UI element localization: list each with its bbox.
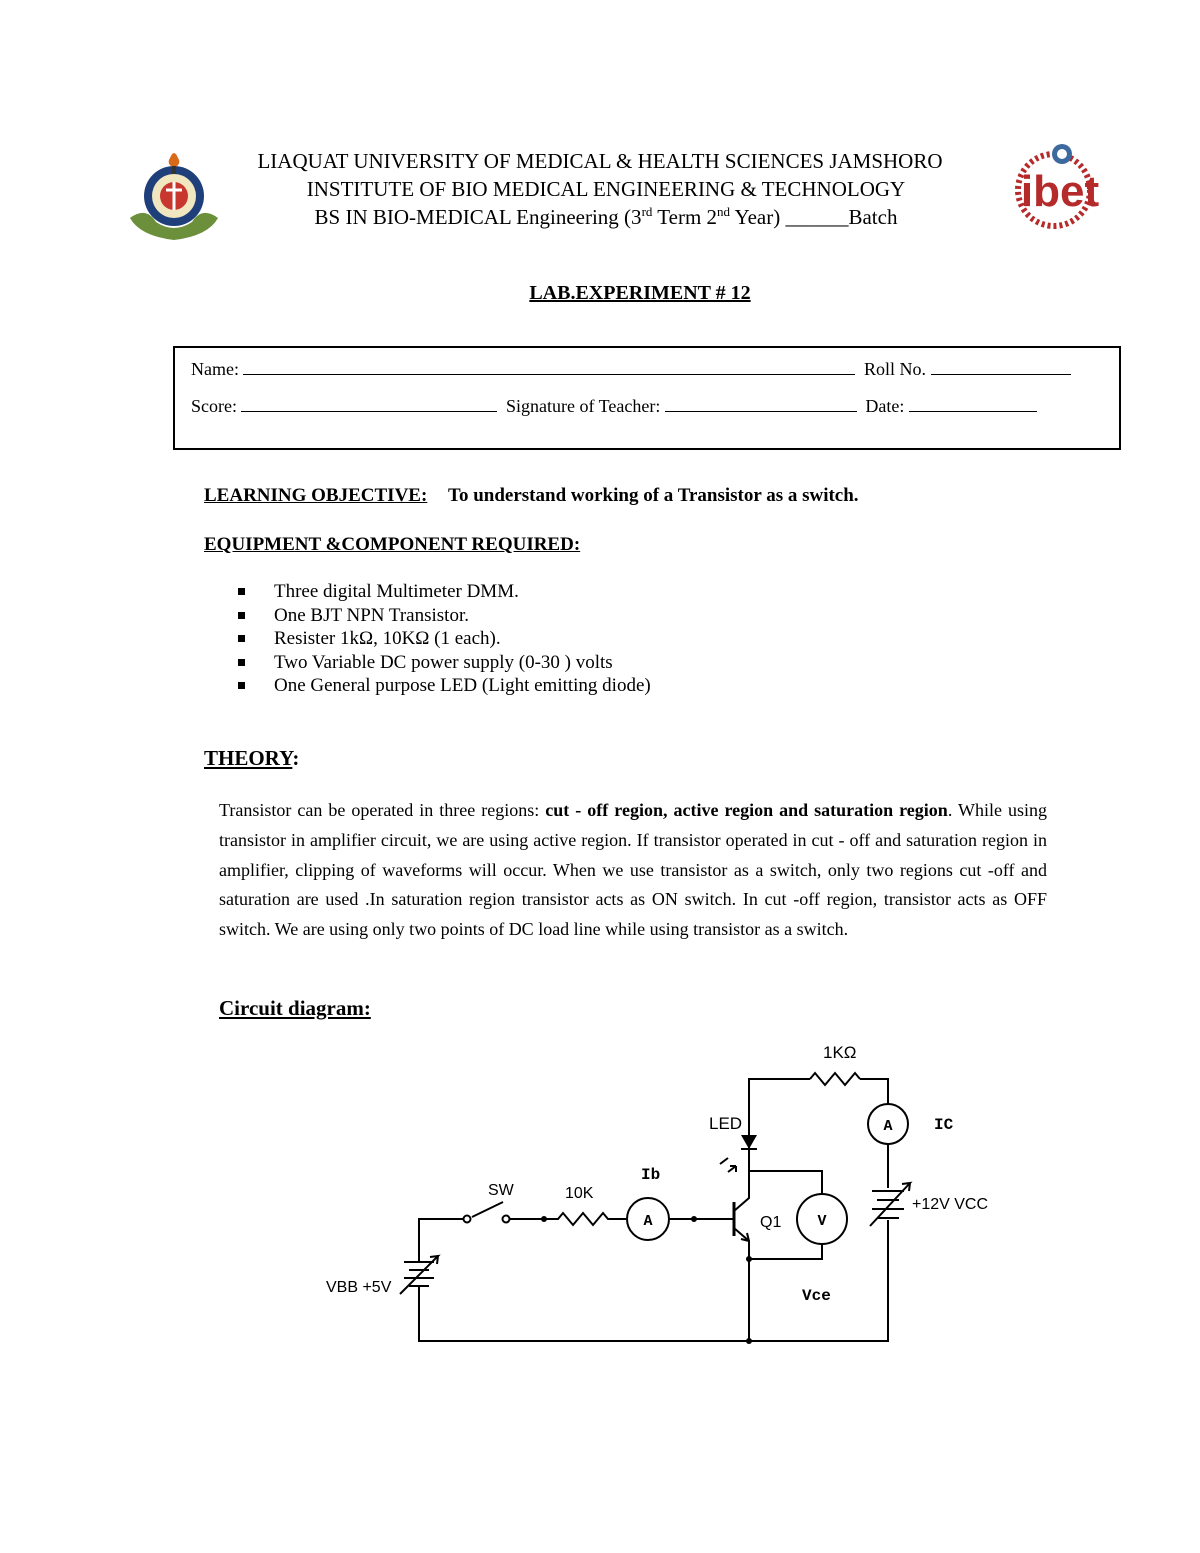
led-rays — [720, 1158, 736, 1172]
program-mid: Term 2 — [652, 205, 718, 229]
wire-vm-top — [749, 1171, 822, 1194]
signature-label: Signature of Teacher: — [505, 396, 661, 416]
label-ic: IC — [934, 1116, 954, 1134]
switch-contact-right — [503, 1216, 510, 1223]
program-prefix: BS IN BIO-MEDICAL Engineering (3 — [314, 205, 642, 229]
institute-name: INSTITUTE OF BIO MEDICAL ENGINEERING & TECHNOLOGY — [306, 177, 906, 201]
resistor-1k — [810, 1073, 860, 1085]
bullet-icon — [238, 588, 245, 595]
score-field[interactable] — [241, 395, 497, 412]
bullet-icon — [238, 612, 245, 619]
list-item: Two Variable DC power supply (0-30 ) volts — [238, 651, 651, 675]
wire-top-left — [749, 1079, 810, 1134]
score-label: Score: — [191, 396, 237, 416]
ibet-logo-text: ibet — [1020, 167, 1100, 216]
transistor-collector — [734, 1180, 749, 1211]
transistor-emitter — [734, 1228, 749, 1341]
label-10k: 10K — [565, 1185, 594, 1202]
theory-text-bold: cut - off region, active region and saturation region — [545, 800, 948, 820]
lab-title: LAB.EXPERIMENT # 12 — [529, 282, 751, 304]
junction-dot — [746, 1256, 752, 1262]
circuit-heading: Circuit diagram: — [219, 996, 371, 1020]
equipment-heading: EQUIPMENT &COMPONENT REQUIRED: — [204, 534, 581, 555]
term-sup: rd — [641, 204, 653, 219]
list-item: Resister 1kΩ, 10KΩ (1 each). — [238, 627, 651, 651]
label-sw: SW — [488, 1182, 514, 1199]
label-led: LED — [709, 1114, 743, 1133]
wire-vm-bottom — [749, 1244, 822, 1259]
theory-paragraph — [219, 796, 1047, 945]
learning-objective-label: LEARNING OBJECTIVE: — [204, 485, 428, 506]
university-name: LIAQUAT UNIVERSITY OF MEDICAL & HEALTH SCIENCES JAMSHORO — [257, 149, 943, 173]
resistor-10k — [544, 1213, 626, 1225]
student-info-box — [173, 346, 1121, 450]
led-triangle — [741, 1135, 757, 1149]
label-vcc: +12V VCC — [912, 1196, 989, 1213]
learning-objective — [204, 485, 859, 507]
ammeter-ic-symbol: A — [883, 1118, 893, 1135]
list-item: One General purpose LED (Light emitting diode) — [238, 674, 651, 698]
program-line — [0, 204, 1200, 230]
circuit-diagram — [300, 1030, 1020, 1360]
label-ib: Ib — [641, 1166, 661, 1184]
roll-label: Roll No. — [863, 359, 926, 379]
date-label: Date: — [865, 396, 905, 416]
junction-dot — [541, 1216, 547, 1222]
wire-top-right — [860, 1079, 888, 1104]
equipment-list — [238, 580, 651, 698]
list-item: One BJT NPN Transistor. — [238, 604, 651, 628]
junction-dot — [746, 1338, 752, 1344]
learning-objective-text: To understand working of a Transistor as a switch. — [448, 485, 859, 506]
program-suffix: Year) ______Batch — [730, 205, 898, 229]
label-q1: Q1 — [760, 1214, 782, 1231]
bullet-icon — [238, 635, 245, 642]
list-item: Three digital Multimeter DMM. — [238, 580, 651, 604]
date-field[interactable] — [909, 395, 1037, 412]
score-row — [191, 395, 1037, 417]
switch-blade — [472, 1202, 503, 1217]
voltmeter-symbol: V — [817, 1213, 827, 1230]
roll-field[interactable] — [931, 358, 1071, 375]
name-field[interactable] — [243, 358, 855, 375]
label-vce: Vce — [802, 1287, 831, 1305]
name-row — [191, 358, 1071, 380]
bullet-icon — [238, 659, 245, 666]
bullet-icon — [238, 682, 245, 689]
year-sup: nd — [717, 204, 731, 219]
theory-text-2: . While using transistor in amplifier circuit, we are using active region. If transistor operated in cut - off and saturation region in amplifier, clipping of waveforms will occur. When we use transistor as a switch, only two regions cut -off and saturation are used .In saturation region transistor acts as ON switch. In cut -off region, transistor acts as OFF switch. We are using only two points of DC load line while using transistor as a switch. — [219, 800, 1048, 940]
battery-vcc-arrow — [870, 1183, 910, 1226]
junction-dot — [691, 1216, 697, 1222]
theory-text-1: Transistor can be operated in three regions: — [219, 800, 546, 820]
label-1k: 1KΩ — [823, 1043, 857, 1062]
label-vbb: VBB +5V — [326, 1279, 392, 1296]
theory-heading: THEORY: — [204, 746, 300, 770]
wire-bottom — [419, 1220, 888, 1341]
signature-field[interactable] — [665, 395, 857, 412]
wire-vbb-up — [419, 1219, 467, 1262]
ammeter-ib-symbol: A — [643, 1213, 653, 1230]
name-label: Name: — [191, 359, 239, 379]
switch-contact-left — [464, 1216, 471, 1223]
